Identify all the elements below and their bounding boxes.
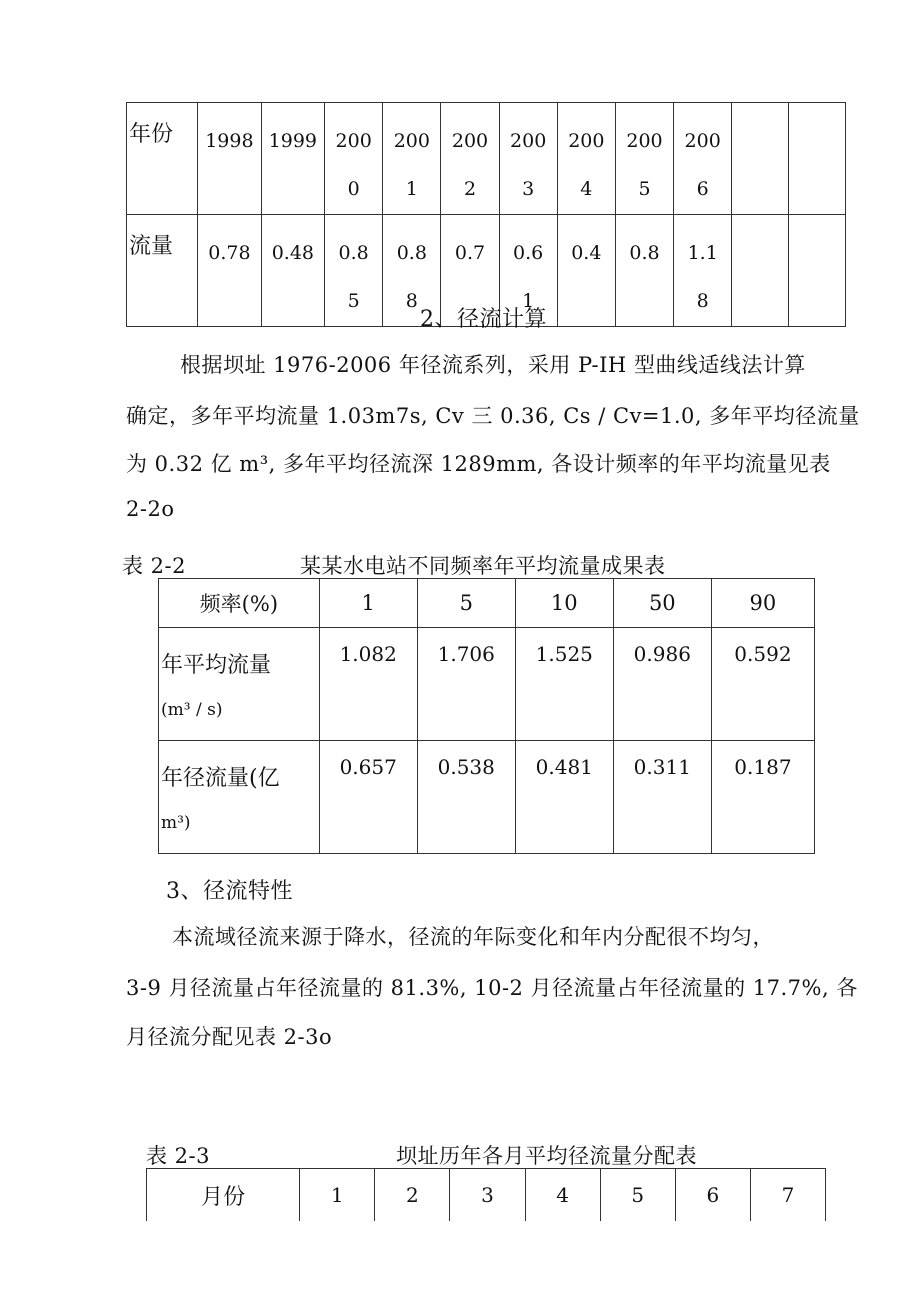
table2-header-cell: 90: [711, 579, 814, 628]
table3-header-cell: 2: [375, 1169, 450, 1222]
table3-caption-id: 表 2-3: [146, 1144, 210, 1168]
table3-header-cell: 5: [600, 1169, 675, 1222]
table3-header-cell: 6: [675, 1169, 750, 1222]
section2-paragraph-line: 2-2o: [126, 497, 175, 521]
flow-cell: 0.8: [615, 215, 673, 327]
flow-row-label: 流量: [127, 215, 198, 327]
table2-cell: 1.706: [417, 628, 515, 741]
year-cell: 200 2: [441, 103, 499, 215]
year-cell: 200 1: [383, 103, 441, 215]
table2-cell: 0.187: [711, 741, 814, 854]
table2-header-row: [159, 579, 815, 628]
section2-paragraph-line: 为 0.32 亿 m³, 多年平均径流深 1289mm, 各设计频率的年平均流量见表: [126, 452, 831, 476]
flow-cell: 0.78: [198, 215, 261, 327]
flow-cell: 0.4: [557, 215, 615, 327]
flow-cell: 0.8 5: [325, 215, 383, 327]
monthly-distribution-table: [146, 1168, 826, 1221]
year-cell: 200 5: [615, 103, 673, 215]
table2-row-label: 年径流量(亿 m³): [159, 741, 320, 854]
year-cell-empty: [732, 103, 789, 215]
table2-cell: 0.657: [319, 741, 417, 854]
table2-header-cell: 10: [515, 579, 613, 628]
table2-caption-title: 某某水电站不同频率年平均流量成果表: [300, 554, 666, 578]
table2-row: [159, 741, 815, 854]
flow-cell: 1.1 8: [674, 215, 732, 327]
table2-row-label: 年平均流量 (m³ / s): [159, 628, 320, 741]
flow-cell: 0.7: [441, 215, 499, 327]
table3-header-row: [147, 1169, 826, 1222]
table2-cell: 0.986: [613, 628, 711, 741]
section3-paragraph-line: 本流域径流来源于降水，径流的年际变化和年内分配很不均匀，: [172, 925, 774, 949]
table3-caption-title: 坝址历年各月平均径流量分配表: [396, 1144, 697, 1168]
flow-cell: 0.8 8: [383, 215, 441, 327]
section2-heading: 2、径流计算: [420, 307, 547, 332]
table2-cell: 1.525: [515, 628, 613, 741]
table2-header-cell: 1: [319, 579, 417, 628]
table3-header-cell: 1: [300, 1169, 375, 1222]
table2-header-cell: 50: [613, 579, 711, 628]
year-row-label: 年份: [127, 103, 198, 215]
table2-cell: 0.311: [613, 741, 711, 854]
table3-header-cell: 3: [450, 1169, 525, 1222]
flow-cell: 0.6 1: [499, 215, 557, 327]
section3-paragraph-line: 3-9 月径流量占年径流量的 81.3%, 10-2 月径流量占年径流量的 17.7%, 各: [126, 976, 858, 1000]
year-cell: 200 3: [499, 103, 557, 215]
table2-row: [159, 628, 815, 741]
annual-flow-table: [126, 102, 846, 327]
table2-cell: 0.592: [711, 628, 814, 741]
table2-cell: 1.082: [319, 628, 417, 741]
flow-cell-empty: [789, 215, 846, 327]
table2-cell: 0.538: [417, 741, 515, 854]
table2-cell: 0.481: [515, 741, 613, 854]
flow-cell: 0.48: [261, 215, 324, 327]
table2-header-cell: 频率(%): [159, 579, 320, 628]
year-cell: 1999: [261, 103, 324, 215]
table3-header-cell: 月份: [147, 1169, 300, 1222]
year-cell: 200 6: [674, 103, 732, 215]
year-cell: 200 0: [325, 103, 383, 215]
table3-header-cell: 4: [525, 1169, 600, 1222]
table3-header-cell: 7: [750, 1169, 825, 1222]
section3-paragraph-line: 月径流分配见表 2-3o: [126, 1025, 333, 1049]
year-cell-empty: [789, 103, 846, 215]
section2-paragraph-line: 确定，多年平均流量 1.03m7s, Cv 三 0.36, Cs / Cv=1.0, 多年平均径流量: [126, 404, 860, 428]
table2-header-cell: 5: [417, 579, 515, 628]
section2-paragraph-line: 根据坝址 1976-2006 年径流系列，采用 P-IH 型曲线适线法计算: [180, 353, 806, 377]
frequency-flow-table: [158, 578, 815, 854]
table2-caption-id: 表 2-2: [122, 554, 186, 578]
flow-cell-empty: [732, 215, 789, 327]
year-cell: 200 4: [557, 103, 615, 215]
section3-heading: 3、径流特性: [166, 879, 293, 904]
year-row: [127, 103, 846, 215]
year-cell: 1998: [198, 103, 261, 215]
